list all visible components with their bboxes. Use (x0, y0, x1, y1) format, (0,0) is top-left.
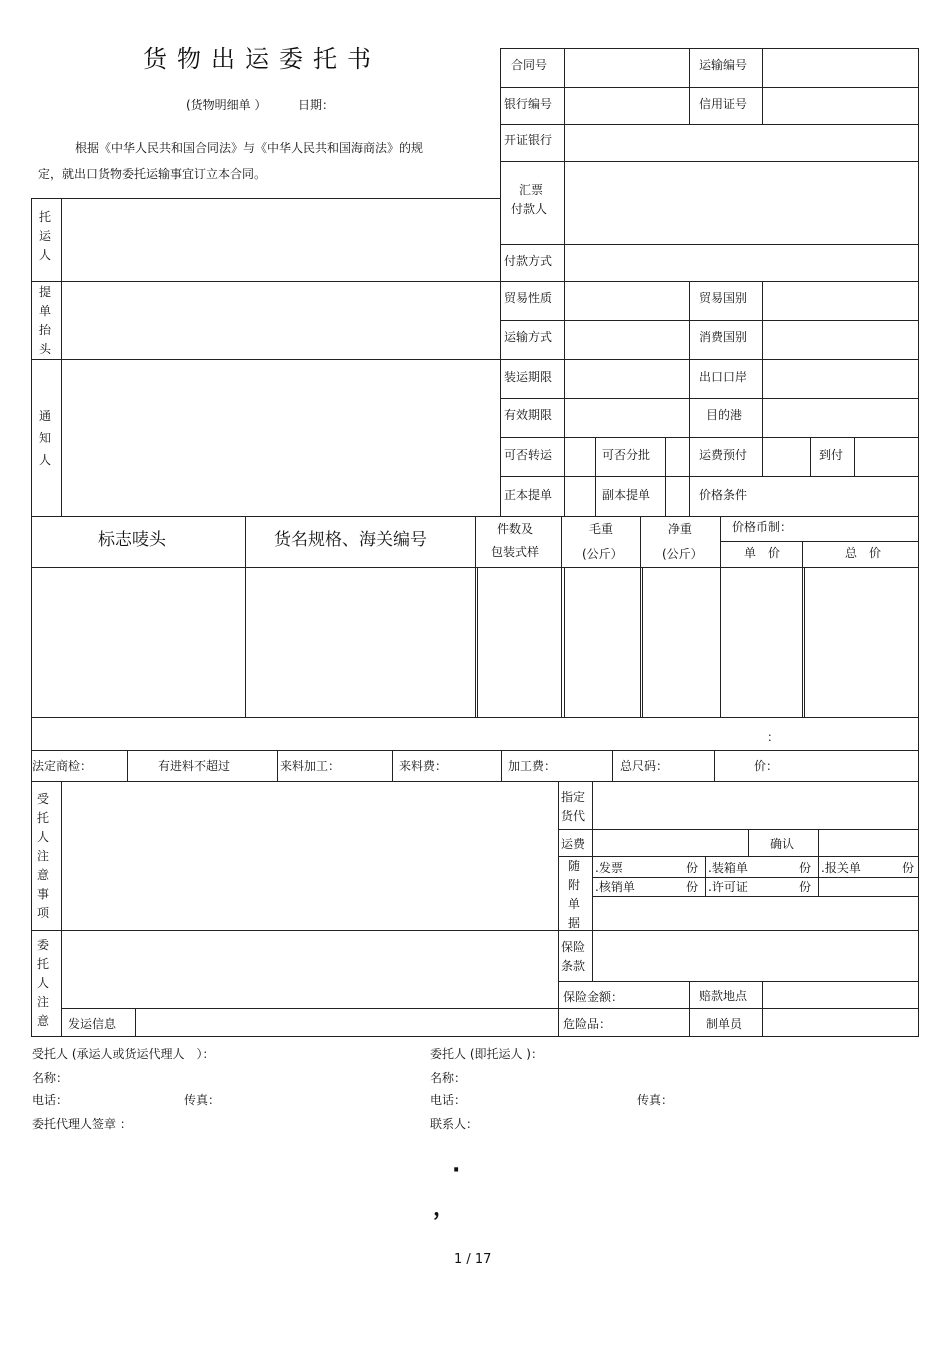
intro-line-2: 定，就出口货物委托运输事宜订立本合同。 (38, 167, 267, 181)
gross-field[interactable] (565, 568, 639, 717)
customs-list-copies: 份 (902, 861, 915, 875)
transship-label: 可否转运 (504, 448, 553, 462)
trustee-notes-field[interactable] (62, 782, 557, 929)
description-field[interactable] (246, 568, 474, 717)
drawee-label-1: 汇票 (519, 183, 544, 197)
claim-place-label: 赔款地点 (699, 989, 748, 1003)
designated-forwarder-label-2: 货代 (561, 809, 586, 823)
phone-right-label: 电话： (430, 1093, 467, 1107)
designated-forwarder-field[interactable] (594, 783, 918, 828)
destination-label: 目的港 (706, 408, 743, 422)
net-header-1: 净重 (668, 522, 693, 536)
mark-dot: · (452, 1158, 461, 1183)
freight-collect-label: 到付 (819, 448, 844, 462)
entruster-label: 委托人 (即托运人 )： (430, 1047, 543, 1061)
lc-no-field[interactable] (764, 89, 918, 123)
payment-method-field[interactable] (566, 246, 918, 280)
marks-header: 标志唛头 (98, 530, 166, 550)
currency-header: 价格币制： (732, 520, 793, 534)
gross-header-2: (公斤） (582, 547, 623, 561)
partial-label: 可否分批 (602, 448, 651, 462)
material-fee-label: 来料费： (399, 759, 448, 773)
dispatch-info-field[interactable] (136, 1009, 557, 1036)
export-port-label: 出口口岸 (699, 370, 748, 384)
copy-bl-label: 副本提单 (602, 488, 651, 502)
packing-list-label: .装箱单 (708, 861, 748, 875)
insurance-terms-field[interactable] (594, 932, 918, 980)
validity-label: 有效期限 (504, 408, 553, 422)
consume-country-label: 消费国别 (699, 330, 748, 344)
issuing-bank-label: 开证银行 (504, 133, 553, 147)
total-price-field[interactable] (805, 568, 918, 717)
page-title: 货物出运委托书 (143, 45, 381, 73)
name-right-label: 名称： (430, 1071, 467, 1085)
net-header-2: (公斤） (662, 547, 703, 561)
date-label: 日期： (298, 98, 335, 112)
freight-prepaid-label: 运费预付 (699, 448, 748, 462)
invoice-copies: 份 (686, 861, 699, 875)
drawee-field[interactable] (566, 163, 918, 243)
preparer-label: 制单员 (706, 1017, 743, 1031)
drawee-label-2: 付款人 (511, 202, 548, 216)
insured-amount-label: 保险金额： (563, 990, 624, 1004)
bank-no-label: 银行编号 (504, 97, 553, 111)
issuing-bank-field[interactable] (566, 126, 918, 160)
dangerous-goods-label: 危险品： (563, 1017, 612, 1031)
total-size-label: 总尺码： (620, 759, 669, 773)
qty-header-1: 件数及 (497, 522, 534, 536)
shipment-deadline-label: 装运期限 (504, 370, 553, 384)
packing-list-copies: 份 (799, 861, 812, 875)
verification-copies: 份 (686, 880, 699, 894)
license-copies: 份 (799, 880, 812, 894)
trustee-notes-label: 受托人注意事项 (36, 792, 49, 920)
confirm-label: 确认 (770, 837, 795, 851)
fax-right-label: 传真： (637, 1093, 674, 1107)
contract-no-label: 合同号 (511, 58, 548, 72)
processing-fee-label: 加工费： (508, 759, 557, 773)
legal-inspection-label: 法定商检： (32, 759, 93, 773)
entruster-notes-label: 委托人注意 (36, 938, 49, 1028)
consignee-field[interactable] (62, 282, 500, 359)
mark-comma: ， (433, 1196, 456, 1221)
dispatch-info-label: 发运信息 (68, 1017, 117, 1031)
lc-no-label: 信用证号 (699, 97, 748, 111)
trade-nature-label: 贸易性质 (504, 291, 553, 305)
fax-left-label: 传真： (184, 1093, 221, 1107)
insurance-label-1: 保险 (561, 940, 586, 954)
total-row (31, 717, 919, 751)
page-number: 1 / 17 (454, 1252, 492, 1267)
gross-header-1: 毛重 (589, 522, 614, 536)
payment-method-label: 付款方式 (504, 254, 553, 268)
total-price-header: 总 价 (845, 546, 882, 560)
consignee-label: 提单抬头 (38, 285, 51, 356)
price-terms-label: 价格条件 (699, 488, 748, 502)
notify-field[interactable] (62, 360, 500, 516)
subtitle: (货物明细单 ） (186, 98, 267, 112)
trade-country-label: 贸易国别 (699, 291, 748, 305)
freight-label: 运费 (561, 837, 586, 851)
unit-price-field[interactable] (721, 568, 801, 717)
processing-label: 来料加工： (280, 759, 341, 773)
description-header: 货名规格、海关编号 (274, 530, 427, 550)
shipper-label: 托运人 (38, 210, 51, 262)
contact-label: 联系人： (430, 1117, 479, 1131)
notify-label: 通知人 (38, 409, 51, 467)
verification-label: .核销单 (595, 880, 635, 894)
shipper-field[interactable] (62, 199, 500, 281)
designated-forwarder-label-1: 指定 (561, 790, 586, 804)
qty-field[interactable] (478, 568, 560, 717)
transport-no-field[interactable] (764, 50, 918, 86)
price-label: 价： (754, 759, 779, 773)
insurance-label-2: 条款 (561, 959, 586, 973)
intro-line-1: 根据《中华人民共和国合同法》与《中华人民共和国海商法》的规 (75, 141, 424, 155)
total-colon: ： (767, 730, 780, 744)
unit-price-header: 单 价 (744, 546, 781, 560)
invoice-label: .发票 (595, 861, 623, 875)
bank-no-field[interactable] (566, 89, 688, 123)
contract-no-field[interactable] (566, 50, 688, 86)
name-left-label: 名称： (32, 1071, 69, 1085)
original-bl-label: 正本提单 (504, 488, 553, 502)
trustee-label: 受托人 (承运人或货运代理人 ）： (32, 1047, 215, 1061)
license-label: .许可证 (708, 880, 748, 894)
agent-seal-label: 委托代理人签章 ： (32, 1117, 132, 1131)
net-field[interactable] (643, 568, 719, 717)
entruster-notes-field[interactable] (62, 931, 557, 1007)
transport-mode-label: 运输方式 (504, 330, 553, 344)
phone-left-label: 电话： (32, 1093, 69, 1107)
marks-field[interactable] (32, 568, 244, 717)
qty-header-2: 包装式样 (491, 545, 540, 559)
transport-no-label: 运输编号 (699, 58, 748, 72)
attached-docs-label: 随附单据 (567, 859, 580, 930)
freight-field[interactable] (594, 831, 747, 855)
import-material-label: 有进料不超过 (158, 759, 231, 773)
customs-list-label: .报关单 (821, 861, 861, 875)
